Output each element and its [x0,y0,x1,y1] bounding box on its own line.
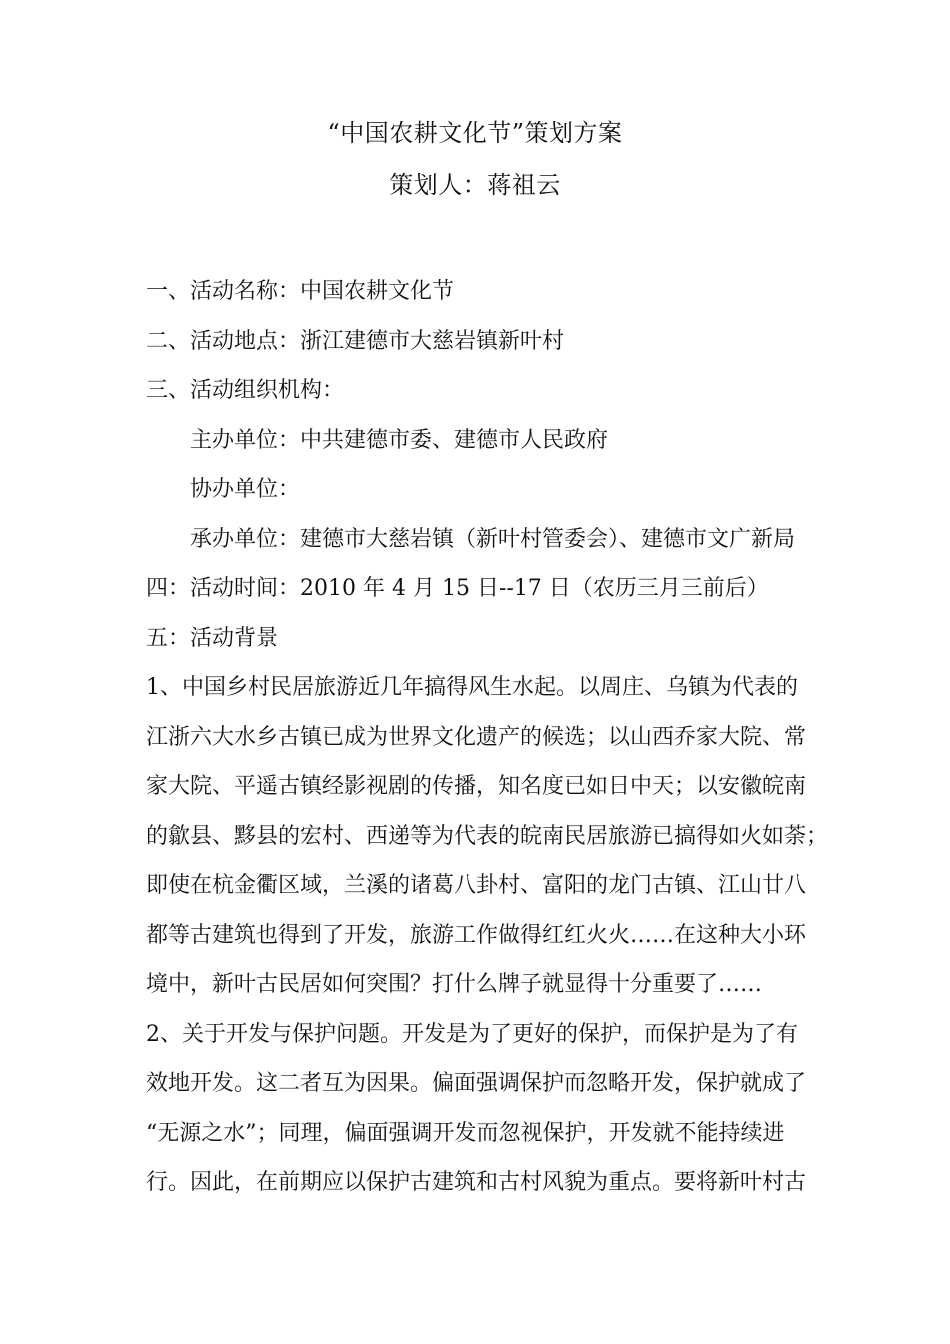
paragraph-line: 三、活动组织机构： [146,378,345,403]
paragraph-line: 的歙县、黟县的宏村、西递等为代表的皖南民居旅游已搞得如火如荼； [146,823,829,849]
paragraph-line: 一、活动名称：中国农耕文化节 [146,279,455,304]
paragraph-line: 境中，新叶古民居如何突围？打什么牌子就显得十分重要了…… [146,972,763,997]
paragraph-line: 四：活动时间：2010 年 4 月 15 日--17 日（农历三月三前后） [146,576,769,601]
author-line: 策划人：蒋祖云 [389,171,561,199]
paragraph-line: 江浙六大水乡古镇已成为世界文化遗产的候选；以山西乔家大院、常 [146,724,807,750]
paragraph-line: 2、关于开发与保护问题。开发是为了更好的保护，而保护是为了有 [146,1021,798,1047]
paragraph-line: “无源之水”；同理，偏面强调开发而忽视保护，开发就不能持续进 [146,1120,785,1146]
paragraph-line: 1、中国乡村民居旅游近几年搞得风生水起。以周庄、乌镇为代表的 [146,675,798,700]
paragraph-line: 即使在杭金衢区域，兰溪的诸葛八卦村、富阳的龙门古镇、江山廿八 [146,873,807,898]
paragraph-line: 主办单位：中共建德市委、建德市人民政府 [190,427,609,453]
paragraph-line: 五：活动背景 [146,625,279,651]
paragraph-line: 效地开发。这二者互为因果。偏面强调保护而忽略开发，保护就成了 [146,1071,807,1096]
paragraph-line: 行。因此，在前期应以保护古建筑和古村风貌为重点。要将新叶村古 [146,1170,807,1195]
document-title: “中国农耕文化节”策划方案 [327,119,623,147]
paragraph-line: 二、活动地点：浙江建德市大慈岩镇新叶村 [146,328,565,354]
paragraph-line: 协办单位： [190,477,301,502]
document-body [146,267,829,1208]
paragraph-line: 都等古建筑也得到了开发，旅游工作做得红红火火……在这种大小环 [146,922,807,948]
paragraph-line: 承办单位：建德市大慈岩镇（新叶村管委会）、建德市文广新局 [190,526,796,552]
paragraph-line: 家大院、平遥古镇经影视剧的传播，知名度已如日中天；以安徽皖南 [146,774,807,799]
